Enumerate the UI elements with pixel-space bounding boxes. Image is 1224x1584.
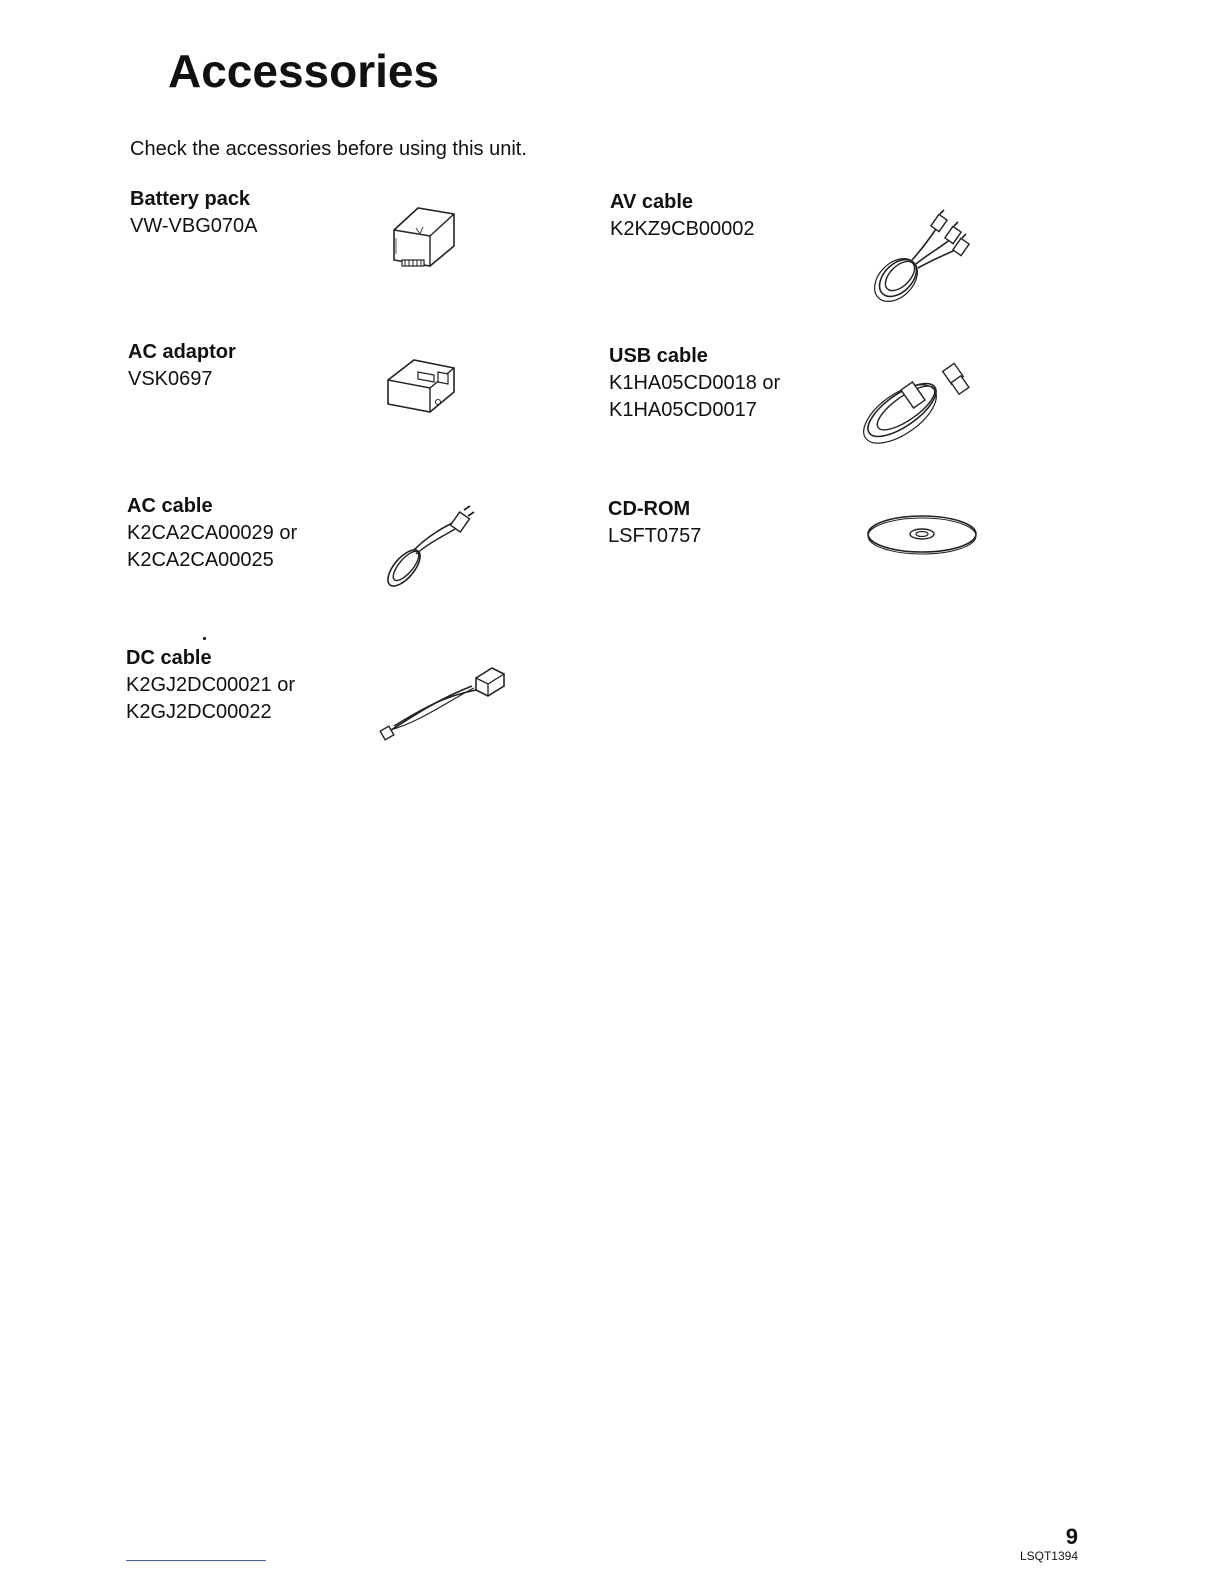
- accessory-ac-cable: [127, 493, 297, 574]
- accessory-name: USB cable: [609, 345, 708, 367]
- document-code: LSQT1394: [1019, 1549, 1078, 1563]
- accessory-av-cable: [610, 189, 755, 243]
- accessory-dc-cable: [126, 645, 295, 726]
- accessory-cd-rom: [608, 496, 701, 550]
- accessory-name: Battery pack: [130, 188, 251, 210]
- accessory-code: K2GJ2DC00021 or: [126, 674, 295, 696]
- ac-cable-icon: [380, 506, 476, 590]
- accessory-name: CD-ROM: [608, 498, 691, 520]
- battery-pack-icon: [388, 202, 460, 272]
- accessory-name: AC adaptor: [128, 341, 236, 363]
- page-title: Accessories: [168, 45, 440, 97]
- accessory-code: K1HA05CD0017: [609, 399, 757, 421]
- usb-cable-icon: [862, 356, 972, 448]
- accessory-code: LSFT0757: [608, 525, 702, 547]
- accessory-code: K2GJ2DC00022: [126, 701, 272, 723]
- accessory-battery-pack: [130, 186, 257, 240]
- dc-cable-icon: [380, 660, 508, 742]
- accessory-code: K2CA2CA00029 or: [127, 522, 298, 544]
- ac-adaptor-icon: [384, 352, 464, 416]
- accessory-code: VSK0697: [128, 368, 213, 390]
- page-number: 9: [1065, 1524, 1078, 1549]
- accessory-usb-cable: [609, 343, 780, 424]
- cd-rom-icon: [864, 512, 980, 556]
- av-cable-icon: [868, 208, 978, 308]
- accessory-ac-adaptor: [128, 339, 236, 393]
- footer-rule: [126, 1560, 266, 1561]
- accessory-name: AC cable: [127, 495, 213, 517]
- accessory-code: K1HA05CD0018 or: [609, 372, 781, 394]
- stray-dot: [203, 637, 206, 640]
- accessory-name: DC cable: [126, 647, 212, 669]
- accessory-code: K2KZ9CB00002: [610, 218, 755, 240]
- intro-text: Check the accessories before using this unit.: [130, 138, 527, 160]
- accessory-name: AV cable: [610, 191, 693, 213]
- accessory-code: VW-VBG070A: [130, 215, 258, 237]
- accessory-code: K2CA2CA00025: [127, 549, 274, 571]
